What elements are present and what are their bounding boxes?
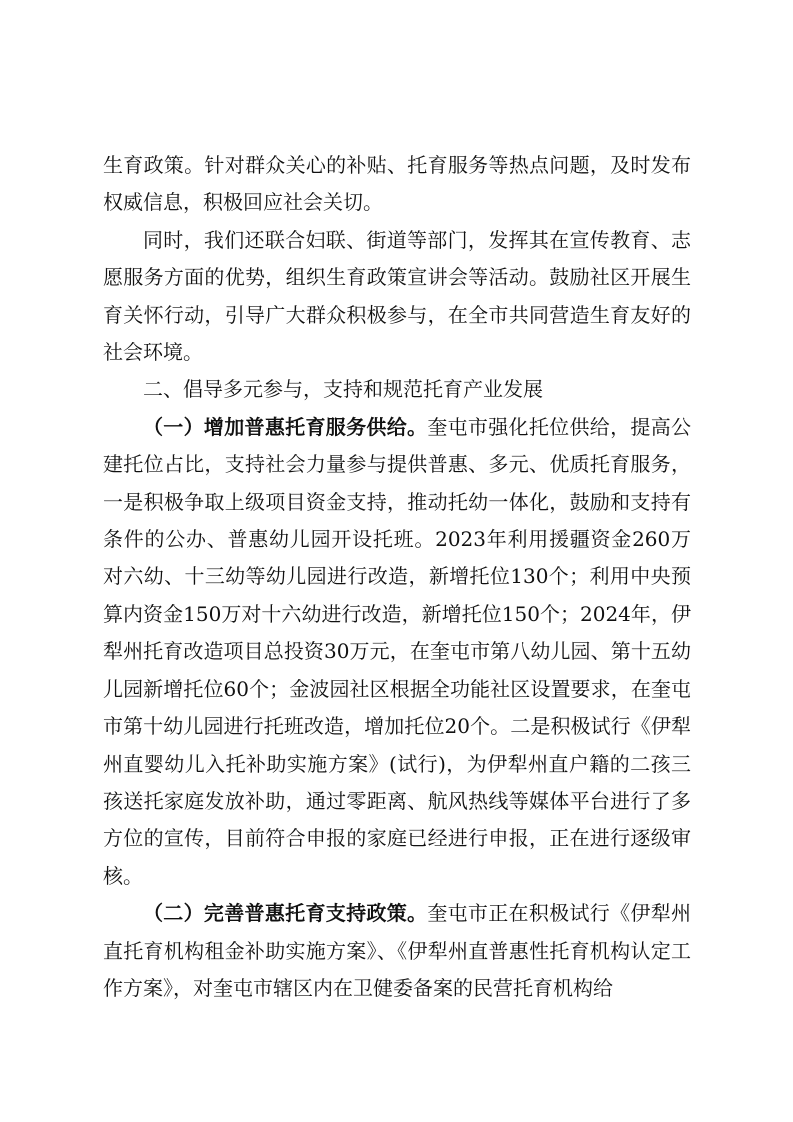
paragraph-support-policy — [103, 895, 691, 1007]
paragraph-text: 奎屯市强化托位供给，提高公建托位占比，支持社会力量参与提供普惠、多元、优质托育服务，一是积极争取上级项目资金支持，推动托幼一体化，鼓励和支持有条件的公办、普惠幼儿园开设托班。2023年利用援疆资金260万对六幼、十三幼等幼儿园进行改造，新增托位130个；利用中央预算内资金150万对十六幼进行改造，新增托位150个；2024年，伊犁州托育改造项目总投资30万元，在奎屯市第八幼儿园、第十五幼儿园新增托位60个；金波园社区根据全功能社区设置要求，在奎屯市第十幼儿园进行托班改造，增加托位20个。二是积极试行《伊犁州直婴幼儿入托补助实施方案》(试行)，为伊犁州直户籍的二孩三孩送托家庭发放补助，通过零距离、航风热线等媒体平台进行了多方位的宣传，目前符合申报的家庭已经进行申报，正在进行逐级审核。 — [103, 414, 692, 888]
subsection-heading-one: （一）增加普惠托育服务供给。 — [143, 414, 428, 439]
section-heading-two — [103, 371, 691, 408]
document-body — [103, 147, 691, 1007]
paragraph-text: 奎屯市正在积极试行《伊犁州直托育机构租金补助实施方案》、《伊犁州直普惠性托育机构认定工作方案》，对奎屯市辖区内在卫健委备案的民营托育机构给 — [103, 901, 692, 1000]
paragraph-joint-departments — [103, 222, 691, 372]
paragraph-increase-supply — [103, 409, 691, 895]
subsection-heading-two: （二）完善普惠托育支持政策。 — [143, 901, 428, 926]
paragraph-text: 同时，我们还联合妇联、街道等部门，发挥其在宣传教育、志愿服务方面的优势，组织生育政策宣讲会等活动。鼓励社区开展生育关怀行动，引导广大群众积极参与，在全市共同营造生育友好的社会环境。 — [103, 227, 691, 365]
paragraph-text: 生育政策。针对群众关心的补贴、托育服务等热点问题，及时发布权威信息，积极回应社会关切。 — [103, 153, 691, 215]
paragraph-policy-info — [103, 147, 691, 222]
section-heading-text: 二、倡导多元参与，支持和规范托育产业发展 — [143, 377, 543, 402]
